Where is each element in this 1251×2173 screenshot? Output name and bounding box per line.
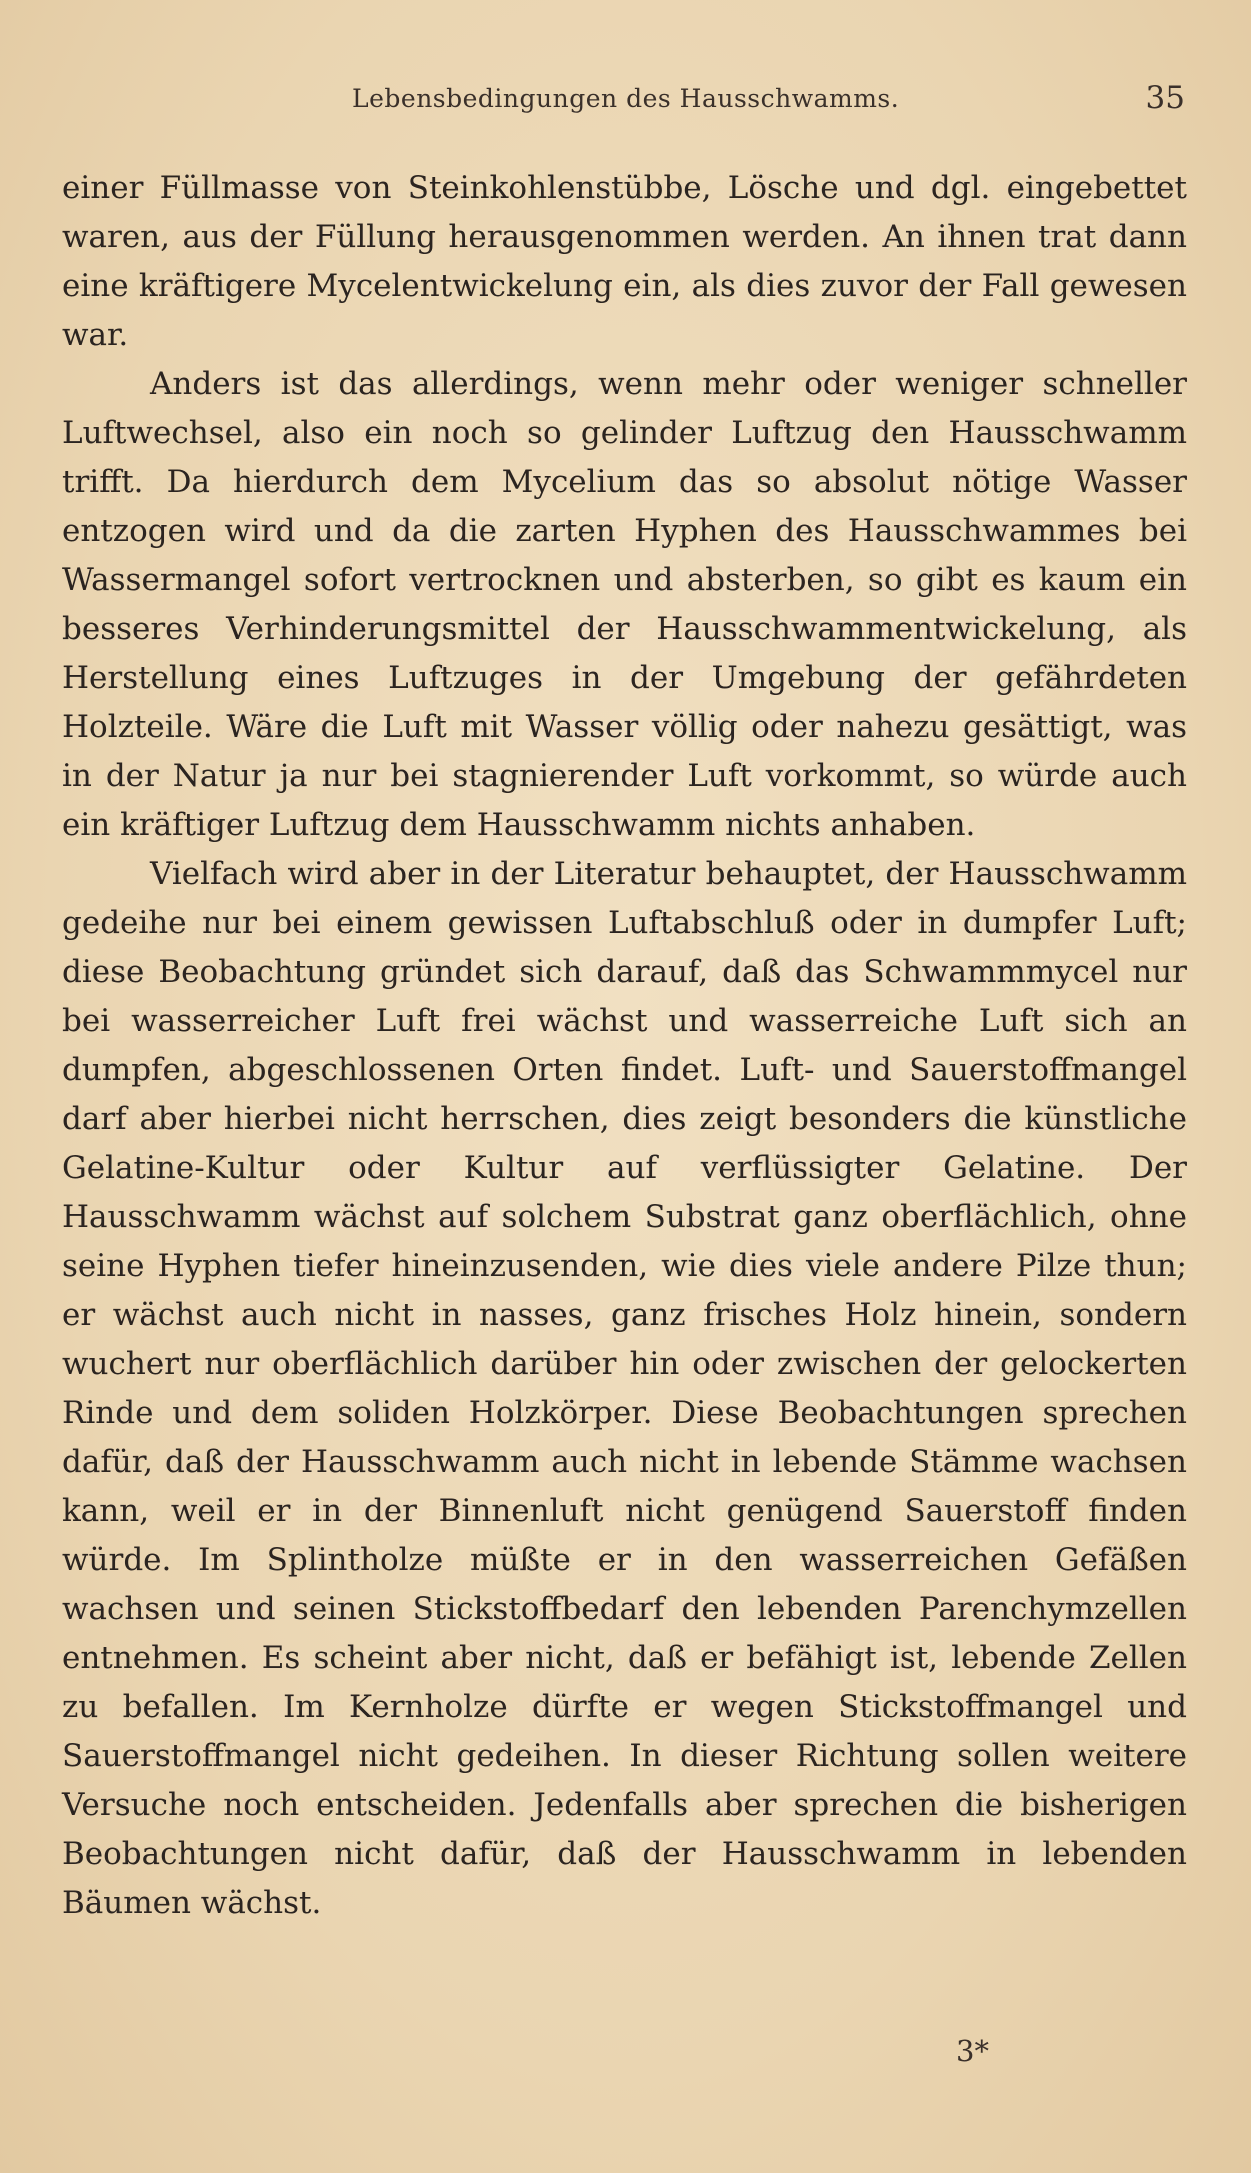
page-header bbox=[62, 80, 1187, 124]
running-title: Lebensbedingungen des Hausschwamms. bbox=[352, 84, 900, 113]
paragraph: Vielfach wird aber in der Literatur behauptet, der Hausschwamm gedeihe nur bei einem gewissen Luftabschluß oder in dumpfer Luft; diese Beobachtung gründet sich darauf, daß das Schwammmycel nur bei wasserreicher Luft frei wächst und wasserreiche Luft sich an dumpfen, abgeschlossenen Orten findet. Luft- und Sauerstoffmangel darf aber hierbei nicht herrschen, dies zeigt besonders die künstliche Gelatine-Kultur oder Kultur auf verflüssigter Gelatine. Der Hausschwamm wächst auf solchem Substrat ganz oberflächlich, ohne seine Hyphen tiefer hineinzusenden, wie dies viele andere Pilze thun; er wächst auch nicht in nasses, ganz frisches Holz hinein, sondern wuchert nur oberflächlich darüber hin oder zwischen der gelockerten Rinde und dem soliden Holzkörper. Diese Beobachtungen sprechen dafür, daß der Hausschwamm auch nicht in lebende Stämme wachsen kann, weil er in der Binnenluft nicht genügend Sauerstoff finden würde. Im Splintholze müßte er in den wasserreichen Gefäßen wachsen und seinen Stickstoffbedarf den lebenden Parenchymzellen entnehmen. Es scheint aber nicht, daß er befähigt ist, lebende Zellen zu befallen. Im Kernholze dürfte er wegen Stickstoffmangel und Sauerstoffmangel nicht gedeihen. In dieser Richtung sollen weitere Versuche noch entscheiden. Jedenfalls aber sprechen die bisherigen Beobachtungen nicht dafür, daß der Hausschwamm in lebenden Bäumen wächst. bbox=[62, 856, 1187, 1921]
signature-mark: 3* bbox=[956, 2034, 989, 2068]
page-number: 35 bbox=[1145, 80, 1185, 116]
paragraph-continuation: einer Füllmasse von Steinkohlenstübbe, Lösche und dgl. eingebettet waren, aus der Füllung herausgenommen werden. An ihnen trat dann eine kräftigere Mycelentwickelung ein, als dies zuvor der Fall gewesen war. bbox=[62, 170, 1187, 353]
body-text bbox=[62, 164, 1187, 1928]
paragraph: Anders ist das allerdings, wenn mehr oder weniger schneller Luftwechsel, also ein noch so gelinder Luftzug den Hausschwamm trifft. Da hierdurch dem Mycelium das so absolut nötige Wasser entzogen wird und da die zarten Hyphen des Hausschwammes bei Wassermangel sofort vertrocknen und absterben, so gibt es kaum ein besseres Verhinderungsmittel der Hausschwammentwickelung, als Herstellung eines Luftzuges in der Umgebung der gefährdeten Holzteile. Wäre die Luft mit Wasser völlig oder nahezu gesättigt, was in der Natur ja nur bei stagnierender Luft vorkommt, so würde auch ein kräftiger Luftzug dem Hausschwamm nichts anhaben. bbox=[62, 366, 1187, 843]
